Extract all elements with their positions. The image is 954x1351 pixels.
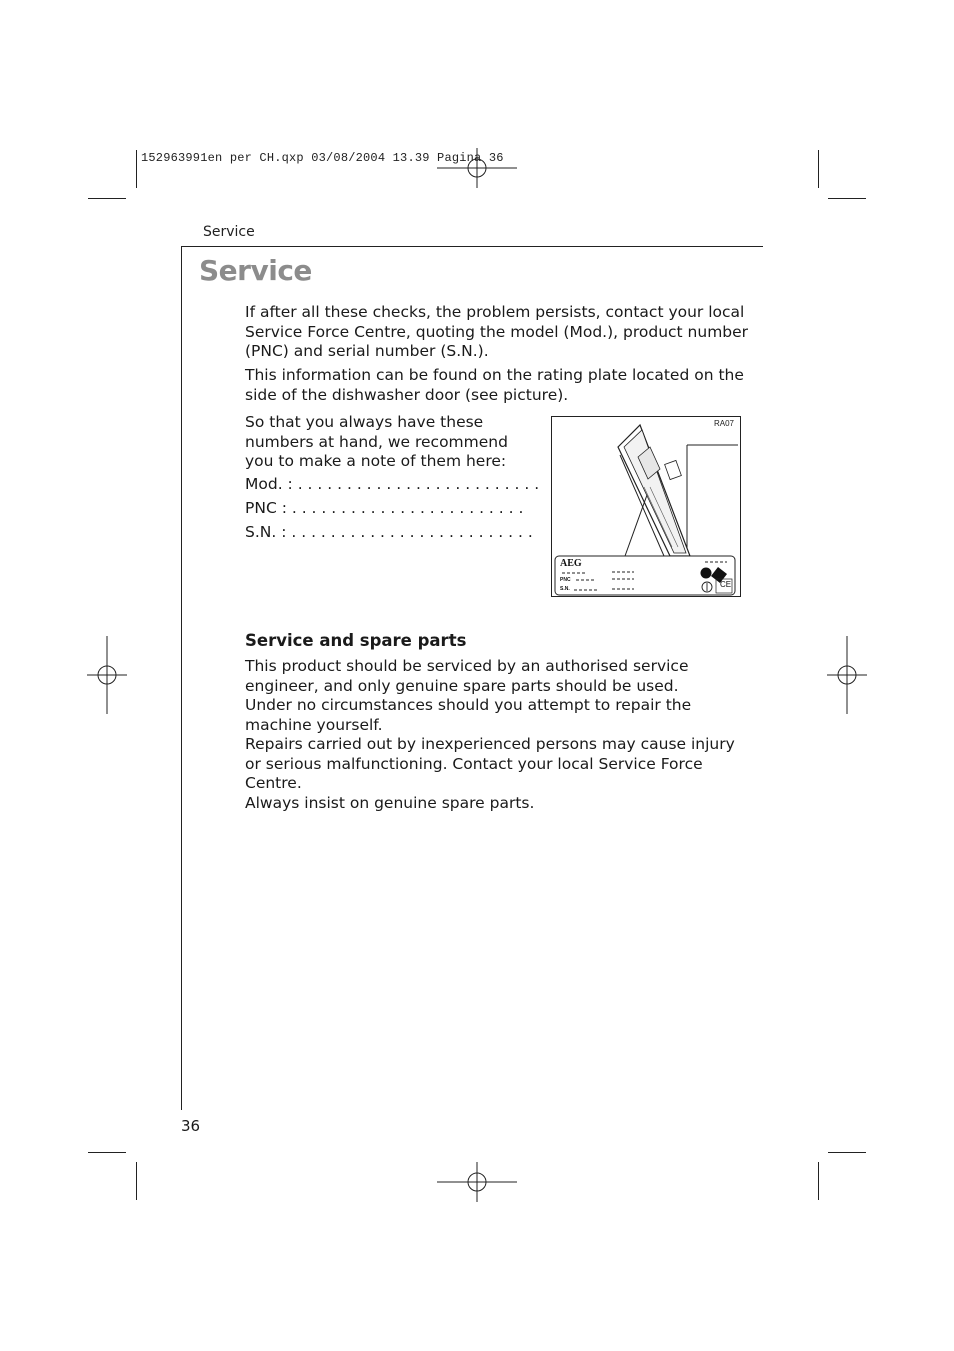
plate-label-sn: S.N. bbox=[560, 586, 570, 592]
pnc-field: PNC : . . . . . . . . . . . . . . . . . . . . . . . . bbox=[245, 499, 524, 517]
crop-mark bbox=[828, 198, 866, 199]
service-line: Repairs carried out by inexperienced persons may cause injury or serious malfunctioning. Contact your local Service Force Centre. bbox=[245, 735, 735, 792]
dishwasher-door-illustration bbox=[552, 417, 740, 596]
plate-label-pnc: PNC bbox=[560, 577, 571, 583]
intro-paragraph: If after all these checks, the problem persists, contact your local Service Force Centre, quoting the model (Mod.), product number (PNC) and serial number (S.N.). bbox=[245, 303, 749, 360]
figure-code: RA07 bbox=[713, 419, 734, 428]
crop-mark bbox=[136, 150, 137, 188]
crop-mark bbox=[818, 150, 819, 188]
running-header: Service bbox=[203, 224, 255, 240]
brand-logo: AEG bbox=[560, 558, 582, 569]
crop-mark bbox=[818, 1162, 819, 1200]
crop-mark bbox=[136, 1162, 137, 1200]
ce-mark-icon: CE bbox=[720, 580, 732, 589]
crop-mark bbox=[88, 1152, 126, 1153]
header-rule bbox=[182, 246, 763, 247]
page-title: Service bbox=[199, 254, 312, 287]
model-field: Mod. : . . . . . . . . . . . . . . . . . . . . . . . . . bbox=[245, 475, 540, 493]
section-heading: Service and spare parts bbox=[245, 631, 467, 650]
crop-mark bbox=[828, 1152, 866, 1153]
service-section-body bbox=[245, 657, 755, 813]
registration-mark-icon bbox=[827, 636, 867, 714]
page-number: 36 bbox=[181, 1117, 201, 1135]
rating-plate-figure bbox=[551, 416, 741, 597]
intro-paragraph: This information can be found on the rating plate located on the side of the dishwasher door (see picture). bbox=[245, 366, 744, 404]
crop-mark bbox=[88, 198, 126, 199]
print-slug: 152963991en per CH.qxp 03/08/2004 13.39 Pagina 36 bbox=[141, 151, 504, 165]
intro-paragraph: So that you always have these numbers at hand, we recommend you to make a note of them here: bbox=[245, 413, 508, 470]
service-line: This product should be serviced by an authorised service engineer, and only genuine spare parts should be used. bbox=[245, 657, 689, 695]
serial-number-field: S.N. : . . . . . . . . . . . . . . . . . . . . . . . . . bbox=[245, 523, 533, 541]
service-line: Under no circumstances should you attempt to repair the machine yourself. bbox=[245, 696, 692, 734]
side-rule bbox=[181, 246, 182, 1110]
service-line: Always insist on genuine spare parts. bbox=[245, 793, 535, 812]
registration-mark-icon bbox=[87, 636, 127, 714]
registration-mark-icon bbox=[437, 1162, 517, 1202]
